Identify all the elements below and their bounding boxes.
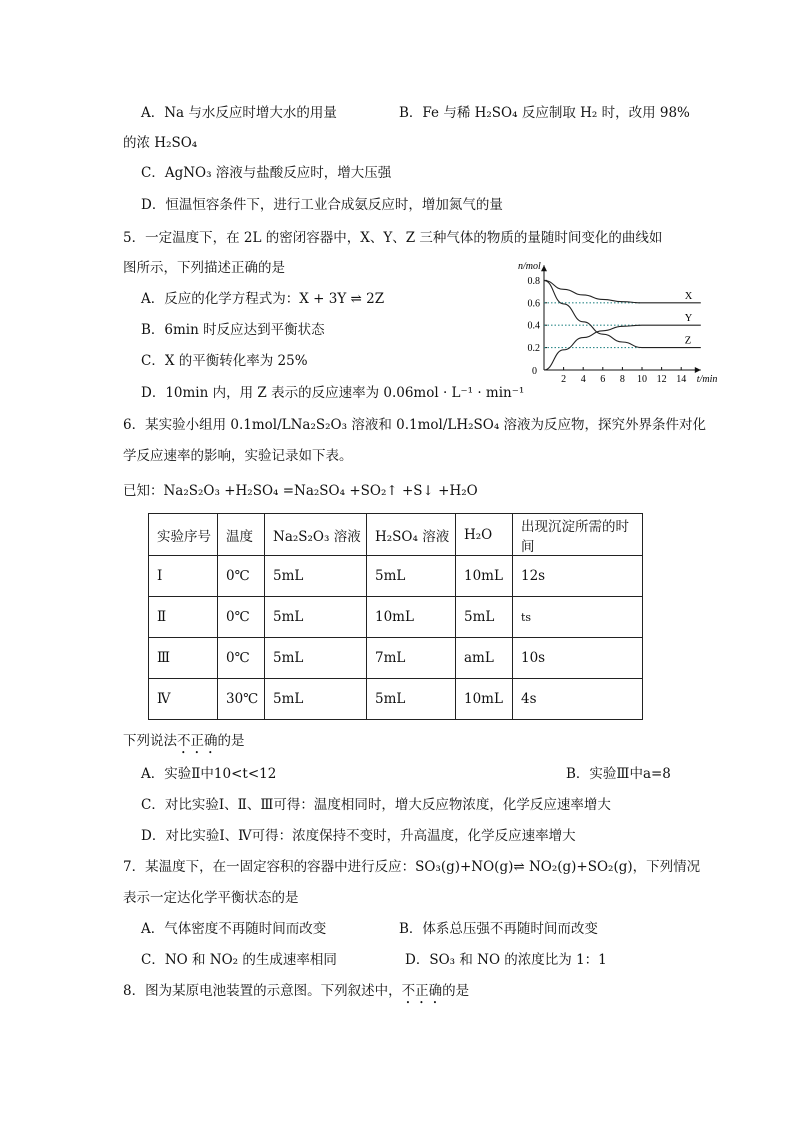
q5-option-d: D．10min 内，用 Z 表示的反应速率为 0.06mol · L⁻¹ · min⁻¹ <box>141 385 525 401</box>
q6-prompt-post: 的是 <box>217 733 245 749</box>
q8-stem-post: 的是 <box>442 983 470 999</box>
table-header-row <box>149 514 643 556</box>
table-cell: 30℃ <box>218 679 265 720</box>
x-tick-label: 10 <box>637 374 647 385</box>
table-header-cell: H₂SO₄ 溶液 <box>367 514 456 556</box>
table-cell: 0℃ <box>218 597 265 638</box>
q6-experiment-table <box>148 513 643 720</box>
table-header-cell: 实验序号 <box>149 514 218 556</box>
table-row <box>149 638 643 679</box>
table-header-cell: 温度 <box>218 514 265 556</box>
q5-stem-line1: 5．一定温度下，在 2L 的密闭容器中，X、Y、Z 三种气体的物质的量随时间变化的曲线如 <box>123 230 663 246</box>
table-cell: 0℃ <box>218 638 265 679</box>
q4-option-b-cont: 的浓 H₂SO₄ <box>123 135 198 151</box>
table-cell: 0℃ <box>218 556 265 597</box>
table-header-cell: Na₂S₂O₃ 溶液 <box>265 514 367 556</box>
x-tick-label: 8 <box>619 374 625 385</box>
table-cell: amL <box>456 638 513 679</box>
y-tick-label: 0.4 <box>527 320 540 332</box>
q7-stem-line1: 7．某温度下，在一固定容积的容器中进行反应：SO₃(g)+NO(g)⇌ NO₂(g)+SO₂(g)，下列情况 <box>123 859 701 875</box>
table-cell: 10mL <box>456 679 513 720</box>
x-axis-label: t/min <box>696 374 718 385</box>
q6-prompt <box>123 732 245 757</box>
q8-stem-pre: 8．图为某原电池装置的示意图。下列叙述中， <box>123 983 402 999</box>
table-cell: Ⅳ <box>149 679 218 720</box>
x-tick-label: 2 <box>561 374 567 385</box>
q7-option-b: B．体系总压强不再随时间而改变 <box>399 921 598 937</box>
series-label-y: Y <box>684 313 693 325</box>
table-row <box>149 556 643 597</box>
y-tick-label: 0.6 <box>527 298 540 310</box>
q7-option-d: D．SO₃ 和 NO 的浓度比为 1：1 <box>405 952 607 968</box>
q6-prompt-pre: 下列说法 <box>123 733 177 749</box>
y-tick-label: 0.8 <box>527 275 540 287</box>
series-line-z <box>544 280 701 347</box>
table-header-cell: 出现沉淀所需的时间 <box>513 514 643 556</box>
q4-option-c: C．AgNO₃ 溶液与盐酸反应时，增大压强 <box>141 165 392 181</box>
q8-stem <box>123 982 469 1007</box>
q5-option-a: A．反应的化学方程式为：X + 3Y ⇌ 2Z <box>141 291 385 307</box>
table-cell: ts <box>513 597 643 638</box>
table-cell: 5mL <box>456 597 513 638</box>
series-label-x: X <box>684 290 693 302</box>
q5-stem-line2: 图所示，下列描述正确的是 <box>123 260 285 276</box>
table-cell: 5mL <box>265 679 367 720</box>
q5-option-c: C．X 的平衡转化率为 25% <box>141 353 308 369</box>
x-tick-label: 6 <box>600 374 606 385</box>
table-cell: 5mL <box>265 556 367 597</box>
q6-option-a: A．实验Ⅱ中10<t<12 <box>141 766 277 782</box>
table-row <box>149 597 643 638</box>
origin-label: 0 <box>532 366 537 377</box>
table-cell: 7mL <box>367 638 456 679</box>
table-row <box>149 679 643 720</box>
q7-stem-line2: 表示一定达化学平衡状态的是 <box>123 890 299 906</box>
y-tick-label: 0.2 <box>527 343 540 355</box>
q8-stem-emphasis: 不正确 <box>401 983 443 999</box>
table-cell: 5mL <box>265 638 367 679</box>
q6-prompt-emphasis: 不正确 <box>177 733 218 749</box>
q7-option-c: C．NO 和 NO₂ 的生成速率相同 <box>141 952 337 968</box>
q6-option-b: B．实验Ⅲ中a=8 <box>566 766 671 782</box>
q5-option-b: B．6min 时反应达到平衡状态 <box>141 322 325 338</box>
x-tick-label: 12 <box>656 374 667 385</box>
q6-option-d: D．对比实验Ⅰ、Ⅳ可得：浓度保持不变时，升高温度，化学反应速率增大 <box>141 828 576 844</box>
q6-stem-line1: 6．某实验小组用 0.1mol/LNa₂S₂O₃ 溶液和 0.1mol/LH₂SO₄ 溶液为反应物，探究外界条件对化 <box>123 417 707 433</box>
table-cell: 4s <box>513 679 643 720</box>
q7-option-a: A．气体密度不再随时间而改变 <box>141 921 327 937</box>
x-axis-arrow <box>695 367 701 373</box>
q4-option-d: D．恒温恒容条件下，进行工业合成氨反应时，增加氮气的量 <box>141 197 503 213</box>
table-cell: Ⅱ <box>149 597 218 638</box>
q6-option-c: C．对比实验Ⅰ、Ⅱ、Ⅲ可得：温度相同时，增大反应物浓度，化学反应速率增大 <box>141 797 611 813</box>
table-cell: 12s <box>513 556 643 597</box>
series-label-z: Z <box>684 335 692 347</box>
table-cell: 5mL <box>367 556 456 597</box>
table-cell: 10mL <box>367 597 456 638</box>
series-line-x <box>544 280 701 302</box>
table-cell: 5mL <box>265 597 367 638</box>
q6-stem-line2: 学反应速率的影响，实验记录如下表。 <box>123 448 353 464</box>
table-cell: Ⅲ <box>149 638 218 679</box>
table-cell: 10s <box>513 638 643 679</box>
table-cell: 5mL <box>367 679 456 720</box>
q4-option-a: A．Na 与水反应时增大水的用量 <box>141 105 337 121</box>
x-tick-label: 4 <box>580 374 586 385</box>
q6-known-equation: 已知：Na₂S₂O₃ +H₂SO₄ =Na₂SO₄ +SO₂↑ +S↓ +H₂O <box>123 483 478 499</box>
table-header-cell: H₂O <box>456 514 513 556</box>
table-cell: 10mL <box>456 556 513 597</box>
q5-chart <box>512 252 722 388</box>
y-axis-label: n/mol <box>518 261 541 273</box>
table-cell: Ⅰ <box>149 556 218 597</box>
y-axis-arrow <box>541 265 547 271</box>
x-tick-label: 14 <box>676 374 687 385</box>
q4-option-b: B．Fe 与稀 H₂SO₄ 反应制取 H₂ 时，改用 98% <box>399 105 690 121</box>
